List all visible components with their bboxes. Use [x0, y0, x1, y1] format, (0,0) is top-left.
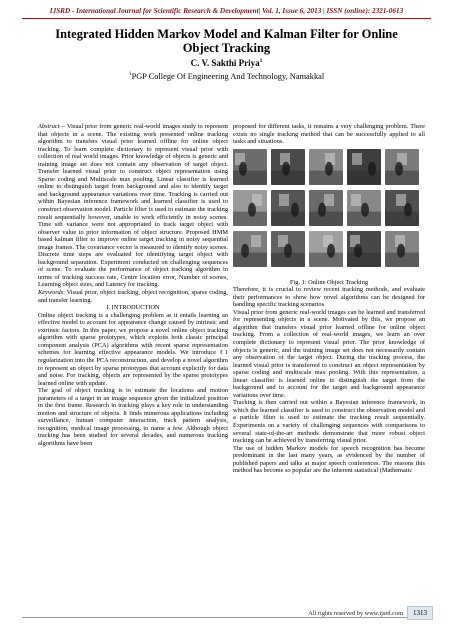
figure-frame-thumbnail	[271, 231, 305, 267]
abstract-text: Visual prior from generic real-world images study to represent that objects in a scene. The existing work presented online tracking algorithm to transfers visual prior learned offline for online object tracking. To learn complete dictionary to represent visual prior with collection of real world images. Prior knowledge of objects is generic and training image set does not contain any observation of target object. Transfer learned visual prior to construct object representation using Sparse coding and Multiscale max pooling. Linear classifier is learned online to distinguish target from background and also to identify target and background appearance variations over time. Tracking is carried out within Bayesian inference framework and learned classifier is used to construct observation model. Particle filter is used to estimate the tracking result sequentially however, unable to work efficiently in noisy scenes. Time sift variance were not appropriated to track target object with observer value to prior information of object structure. Proposed HMM based kalman filter to improve online target tracking in noisy sequential image frames. The covariance vector is measured to identify noisy scenes. Discrete time steps are evaluated for identifying target object with background separation. Experiment conducted on challenging sequences of scene. To evaluate the performance of object tracking algorithm in terms of tracking success rate, Centre location error, Number of scenes, Learning object sizes, and Latency for tracking.	[38, 123, 228, 289]
right-paragraph-1: Therefore, it is crucial to review recent tracking methods, and evaluate their performances to show how novel algorithms can be designed for handling specific tracking scenarios	[233, 286, 425, 309]
figure-frame-thumbnail	[271, 190, 305, 226]
figure-frame-thumbnail	[233, 231, 267, 267]
right-column	[233, 123, 425, 475]
author-name: C. V. Sakthi Priya	[190, 58, 260, 68]
keywords-label: Keywords	[38, 289, 64, 297]
figure-frame-thumbnail	[309, 231, 343, 267]
author-superscript: 1	[259, 58, 263, 64]
figure-frame-thumbnail	[233, 149, 267, 185]
figure-frame-thumbnail	[385, 190, 419, 226]
abstract-paragraph	[38, 123, 228, 289]
figure-caption: Fig. 1: Online Object Tracking	[289, 278, 369, 286]
left-column	[38, 123, 228, 448]
figure-frame-thumbnail	[309, 190, 343, 226]
footer-rights: All rights reserved by www.ijsrd.com	[308, 610, 403, 617]
right-paragraph-3: Tracking is then carried out within a Bayesian inference framework, in which the learned classifier is used to construct the observation model and a particle filter is used to estimate the tracking result sequentially. Experiments on a variety of challenging sequences with comparisons to several state-of-the-art methods demonstrate that more robust object tracking can be achieved by transferring visual prior.	[233, 399, 425, 445]
right-paragraph-4: The use of hidden Markov models for speech recognition has become predominant in the last many years, as evidenced by the number of published papers and talks at major speech conferences. The reasons this method has become so popular are the inherent statistical (Mathematic	[233, 444, 425, 475]
journal-header: IJSRD - International Journal for Scientific Research & Development| Vol. 1, Issue 6, 2013 | ISSN (online): 2321-0613	[49, 7, 404, 15]
intro-paragraph-1: Online object tracking is a challenging problem as it entails learning an effective model to account for appearance change caused by intrinsic and extrinsic factors. In this paper, we propose a novel online object tracking algorithm with sparse prototypes, which exploits both classic principal component analysis (PCA) algorithms with recent sparse representation schemes for learning effective appearance models. We introduce ℓ1 regularization into the PCA reconstruction, and develop a novel algorithm to represent an object by sparse prototypes that account explicitly for data and noise. For tracking, objects are represented by the sparse prototypes learned online with update.	[38, 311, 228, 387]
affiliation-superscript: 1	[128, 71, 132, 77]
figure-frame-thumbnail	[385, 149, 419, 185]
section-heading-introduction: I. INTRODUCTION	[106, 304, 160, 312]
affiliation-line	[0, 71, 453, 81]
figure-frame-thumbnail	[309, 149, 343, 185]
figure-frame-thumbnail	[271, 149, 305, 185]
footer-rule	[22, 617, 431, 618]
paper-title: Integrated Hidden Markov Model and Kalman Filter for Online Object Tracking	[55, 27, 398, 55]
figure-frame-thumbnail	[385, 231, 419, 267]
figure-frame-thumbnail	[347, 231, 381, 267]
abstract-label: Abstract—	[38, 123, 66, 130]
right-paragraph-2: Visual prior from generic real-world images can be learned and transferred for representing objects in a scene. Motivated by this, we propose an algorithm that transfers visual prior learned offline for online object tracking. From a collection of real-world images, we learn an over complete dictionary to represent visual prior. The prior knowledge of objects is generic, and the training image set does not necessarily contain any observation of the target object. During the tracking process, the learned visual prior is transferred to construct an object representation by sparse coding and multiscale max pooling. With this representation, a linear classifier is learned online to distinguish the target from the background and to account for the target and background appearance variations over time.	[233, 308, 425, 399]
figure-frame-thumbnail	[347, 149, 381, 185]
page-number: 1313	[407, 606, 433, 620]
figure-frame-thumbnail	[233, 190, 267, 226]
keywords-paragraph	[38, 289, 228, 304]
figure-frame-thumbnail	[347, 190, 381, 226]
header-rule	[22, 18, 431, 19]
affiliation: PGP College Of Engineering And Technology, Namakkal	[131, 71, 325, 81]
author-line	[0, 58, 453, 68]
figure-online-object-tracking	[233, 149, 423, 275]
intro-paragraph-2: The goal of object tracking is to estimate the locations and motion parameters of a target in an image sequence given the initialized position in the first frame. Research in tracking plays a key role in understanding motion and structure of objects. It finds numerous applications including surveillance, human computer interaction, track pattern analysis, recognition, medical image processing, to name a few. Although object tracking has been studied for several decades, and numerous tracking algorithms have been	[38, 387, 228, 447]
right-paragraph-top: proposed for different tasks, it remains a very challenging problem. There exists no single tracking method that can be successfully applied to all tasks and situations.	[233, 123, 425, 146]
keywords-text: : Visual prior, object tracking, object recognition, sparse coding, and transfer learning.	[38, 289, 228, 304]
